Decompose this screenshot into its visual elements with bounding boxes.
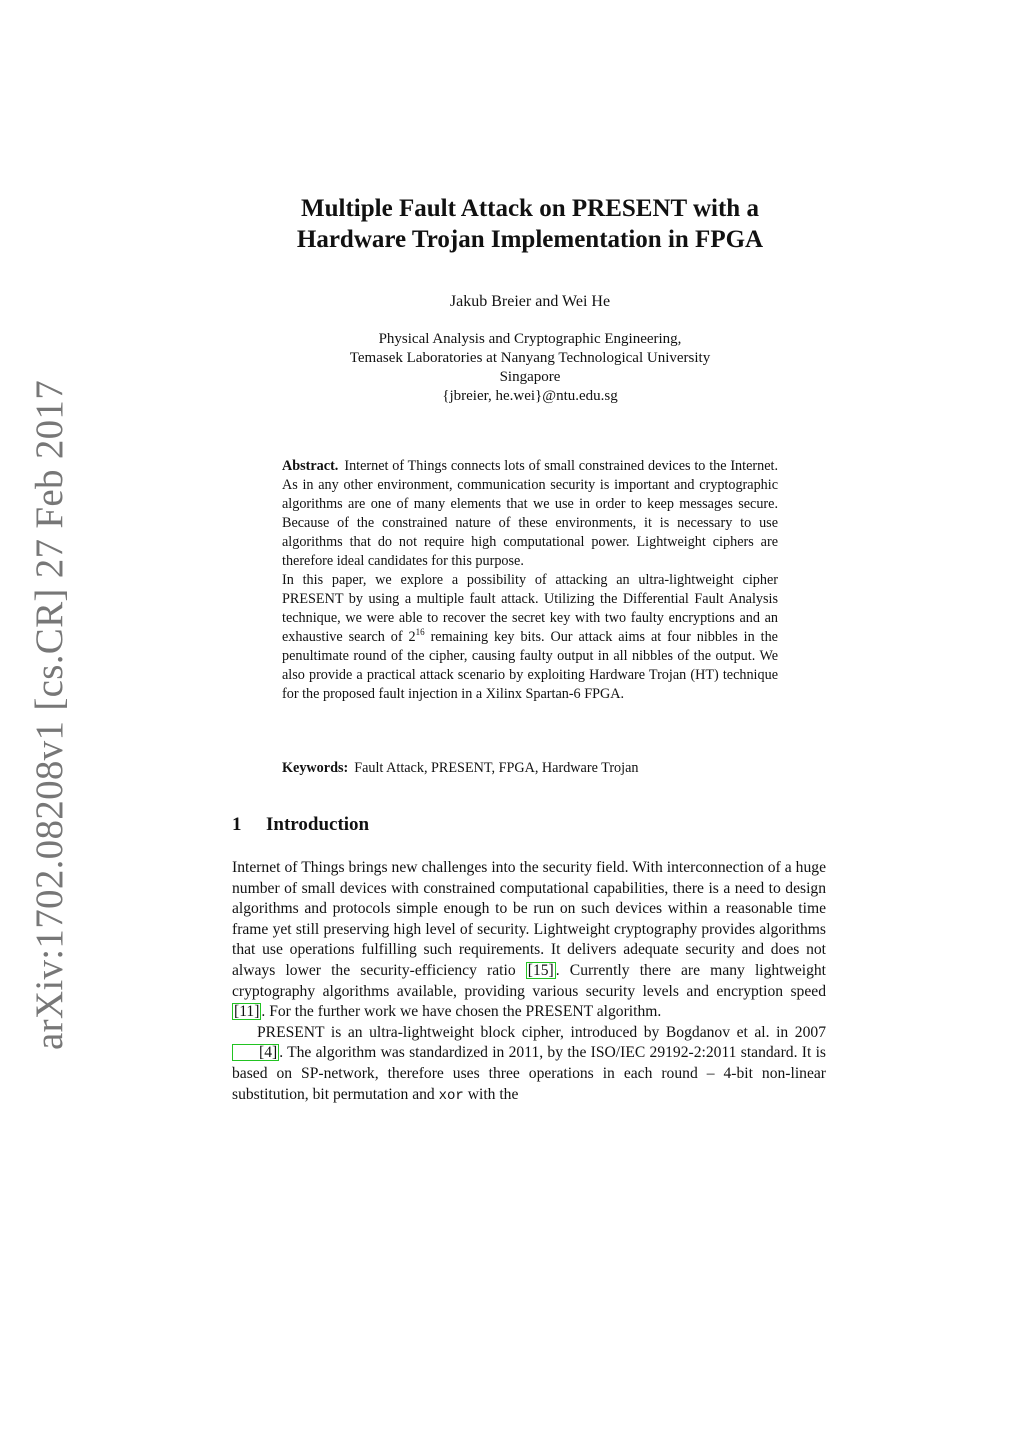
abstract-paragraph-2	[282, 571, 778, 704]
introduction-body	[232, 858, 826, 1106]
citation-link-11[interactable]: [11]	[234, 1003, 260, 1021]
abstract-text-2b: remaining key bits. Our attack aims at four nibbles in the penultimate round of the cipher, causing faulty output in all nibbles of the output. We also provide a practical attack scenario by exploiting Hardware Trojan (HT) technique for the proposed fault injection in a Xilinx Spartan-6 FPGA.	[282, 629, 778, 702]
arxiv-sidebar-stamp: arXiv:1702.08208v1 [cs.CR] 27 Feb 2017	[28, 379, 71, 1050]
keywords-text: Fault Attack, PRESENT, FPGA, Hardware Trojan	[354, 760, 639, 776]
title-line-1: Multiple Fault Attack on PRESENT with a	[301, 195, 759, 222]
title-line-2: Hardware Trojan Implementation in FPGA	[296, 226, 764, 253]
intro-text-1a: Internet of Things brings new challenges into the security field. With interconnection of a huge number of small devices with constrained computational capabilities, there is a need to design algorithms and protocols simple enough to be run on such devices within a reasonable time frame yet still preserving high level of security. Lightweight cryptography provides algorithms that use operations fulfilling such requirements. It delivers adequate security and does not always lower the security-efficiency ratio	[232, 859, 826, 979]
intro-text-2b: . The algorithm was standardized in 2011, by the ISO/IEC 29192-2:2011 standard. It is based on SP-network, therefore uses three operations in each round – 4-bit non-linear substitution, bit permutation and	[232, 1044, 826, 1103]
abstract-paragraph-1	[282, 457, 778, 571]
abstract	[282, 457, 778, 704]
abstract-exponent: 16	[415, 627, 425, 637]
intro-text-2c: with the	[463, 1085, 519, 1103]
section-heading	[232, 813, 369, 837]
abstract-text-1: Internet of Things connects lots of small constrained devices to the Internet. As in any other environment, communication security is important and cryptographic algorithms are one of many elements that we use in order to keep messages secure. Because of the constrained nature of these environments, it is necessary to use algorithms that do not require high computational power. Lightweight ciphers are therefore ideal candidates for this purpose.	[282, 458, 778, 569]
paper-title	[200, 193, 860, 255]
author-list: Jakub Breier and Wei He	[449, 293, 611, 310]
intro-text-2a: PRESENT is an ultra-lightweight block cipher, introduced by Bogdanov et al. in 2007	[257, 1023, 826, 1041]
affiliation-block	[200, 330, 860, 406]
abstract-text-2a: In this paper, we explore a possibility of attacking an ultra-lightweight cipher PRESENT by using a multiple fault attack. Utilizing the Differential Fault Analysis technique, we were able to recover the secret key with two faulty encryptions and an exhaustive search of 2	[282, 572, 778, 645]
intro-text-1b: . Currently there are many lightweight cryptography algorithms available, providing various security levels and encryption speed	[232, 961, 827, 1000]
affiliation-email: {jbreier, he.wei}@ntu.edu.sg	[442, 388, 618, 404]
affiliation-line-3: Singapore	[499, 369, 561, 385]
affiliation-line-1: Physical Analysis and Cryptographic Engineering,	[378, 331, 682, 347]
keywords	[282, 759, 778, 778]
intro-paragraph-2	[232, 1023, 826, 1106]
intro-paragraph-1	[232, 858, 826, 1023]
intro-text-1c: . For the further work we have chosen the PRESENT algorithm.	[261, 1003, 662, 1021]
section-title: Introduction	[266, 814, 370, 835]
section-number: 1	[232, 814, 242, 835]
citation-link-15[interactable]: [15]	[527, 961, 554, 979]
abstract-label: Abstract.	[282, 458, 339, 474]
code-xor: xor	[438, 1087, 464, 1104]
citation-link-4[interactable]: [4]	[232, 1044, 279, 1061]
keywords-label: Keywords:	[282, 760, 349, 776]
affiliation-line-2: Temasek Laboratories at Nanyang Technological University	[349, 350, 711, 366]
